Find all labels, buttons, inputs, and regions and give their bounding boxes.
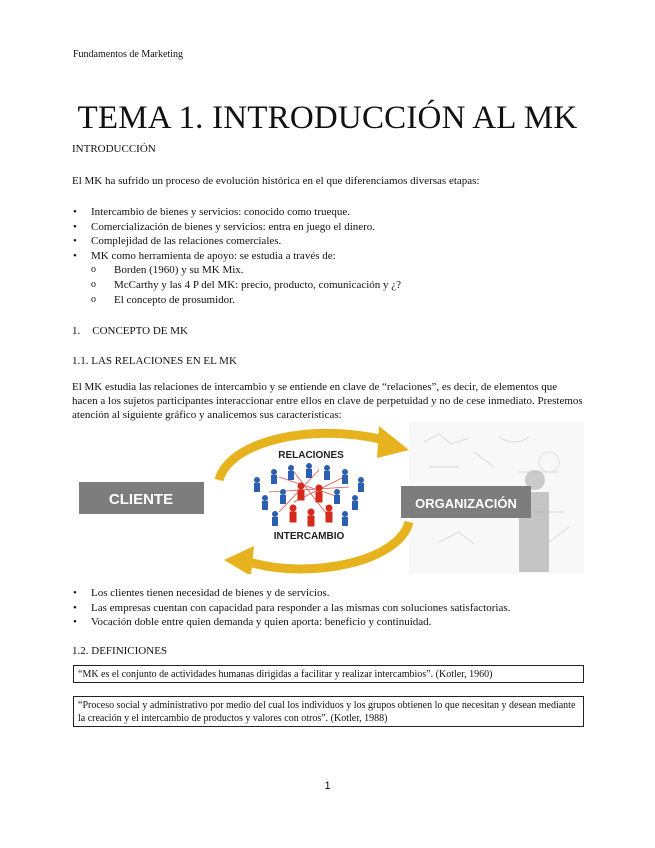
sub-list-item: o McCarthy y las 4 P del MK: precio, producto, comunicación y ¿? — [91, 278, 402, 291]
page-title: TEMA 1. INTRODUCCIÓN AL MK — [77, 100, 578, 136]
intro-heading: INTRODUCCIÓN — [72, 143, 156, 155]
section1-title: CONCEPTO DE MK — [92, 325, 189, 337]
intro-bullet-list — [72, 205, 592, 307]
section1-number: 1. — [72, 325, 81, 337]
cliente-label: CLIENTE — [108, 491, 174, 508]
sub-list-item: o Borden (1960) y su MK Mix. — [91, 264, 244, 277]
page-header: Fundamentos de Marketing — [73, 49, 183, 60]
bottom-curved-arrow — [249, 522, 409, 569]
list-item: • Vocación doble entre quien demanda y quien aporta: beneficio y continuidad. — [73, 616, 432, 629]
definition-quote-1: “MK es el conjunto de actividades humanas dirigidas a facilitar y realizar intercambios”. (Kotler, 1960) — [73, 665, 584, 683]
list-item: • MK como herramienta de apoyo: se estudia a través de: o Borden (1960) y su MK Mix. o McCarthy y las 4 P del MK: precio, producto, comunicación y ¿? o El concepto de prosumidor. — [72, 249, 592, 307]
list-item: • Comercialización de bienes y servicios: entra en juego el dinero. — [73, 220, 376, 233]
relations-diagram-graphic — [79, 422, 584, 574]
section1-1-paragraph: El MK estudia las relaciones de intercambio y se entiende en clave de “relaciones”, es decir, de elementos que hacen a los sujetos participantes interaccionar entre ellos en clave de perpetuidad y no de cese inmediato. Prestemos atención al siguiente gráfico y analicemos sus características: — [72, 381, 583, 421]
sub-list-item: o El concepto de prosumidor. — [91, 293, 235, 306]
page-number: 1 — [324, 780, 331, 792]
section1-heading — [72, 325, 188, 337]
people-network-icon — [254, 463, 364, 527]
section1-1-heading: 1.1. LAS RELACIONES EN EL MK — [72, 355, 237, 367]
list-item: • Complejidad de las relaciones comerciales. — [73, 235, 282, 248]
relaciones-label: RELACIONES — [278, 450, 344, 461]
intro-sub-list — [91, 263, 592, 307]
list-item: • Los clientes tienen necesidad de bienes y de servicios. — [73, 587, 330, 599]
section1-1-bullet-list — [72, 586, 592, 630]
intercambio-label: INTERCAMBIO — [273, 531, 345, 542]
intro-paragraph: El MK ha sufrido un proceso de evolución histórica en el que diferenciamos diversas etapas: — [72, 175, 480, 187]
section1-2-heading: 1.2. DEFINICIONES — [72, 645, 168, 657]
list-item: • Las empresas cuentan con capacidad para responder a las mismas con soluciones satisfactorias. — [73, 601, 511, 614]
organizacion-label: ORGANIZACIÓN — [415, 496, 517, 511]
list-item: • Intercambio de bienes y servicios: conocido como trueque. — [73, 206, 351, 218]
bottom-arrowhead — [224, 546, 254, 574]
top-arrowhead — [377, 426, 409, 458]
definition-quote-2: “Proceso social y administrativo por medio del cual los individuos y los grupos obtienen lo que necesitan y desean mediante la creación y el intercambio de productos y valores con otros”. (Kotler, 1988) — [73, 696, 584, 727]
relations-diagram — [79, 422, 584, 574]
